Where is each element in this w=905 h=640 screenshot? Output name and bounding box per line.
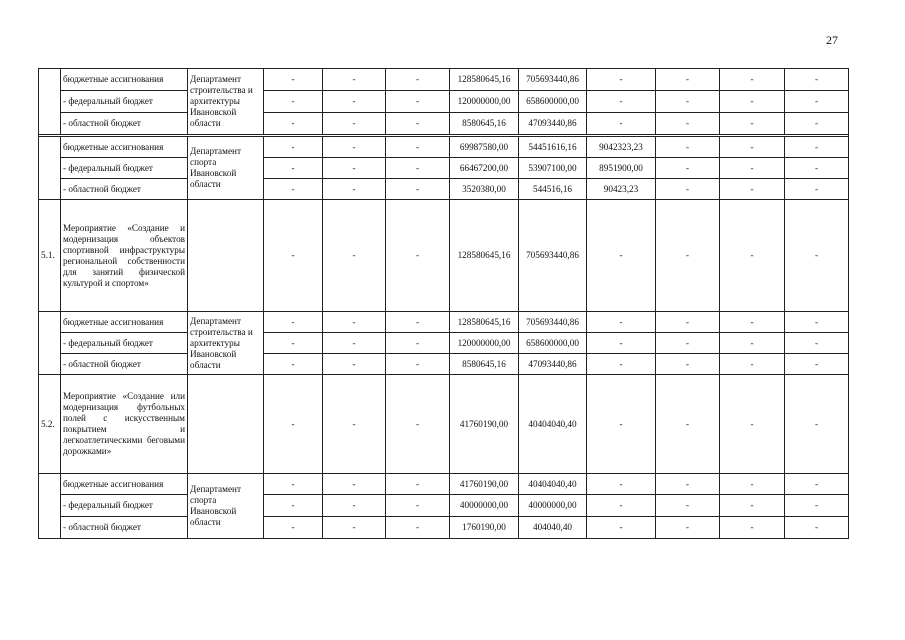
value-cell: - — [323, 333, 386, 354]
value-cell: 69987580,00 — [450, 137, 519, 158]
value-cell: 47093440,86 — [519, 113, 587, 135]
table-row — [39, 354, 849, 375]
value-cell: - — [264, 179, 323, 200]
value-cell: - — [323, 354, 386, 375]
value-cell: 120000000,00 — [450, 91, 519, 113]
value-cell: - — [785, 474, 849, 495]
value-cell: - — [785, 375, 849, 474]
value-cell: - — [264, 474, 323, 495]
value-cell: - — [785, 354, 849, 375]
page-number: 27 — [826, 33, 838, 47]
value-cell: - — [386, 474, 450, 495]
table-row — [39, 312, 849, 333]
row-label: - федеральный бюджет — [61, 91, 188, 113]
value-cell: - — [656, 354, 720, 375]
value-cell: - — [656, 158, 720, 179]
executor-cell — [188, 375, 264, 474]
value-cell: - — [323, 517, 386, 539]
value-cell: - — [720, 137, 785, 158]
value-cell: - — [264, 517, 323, 539]
row-label: - областной бюджет — [61, 113, 188, 135]
row-number-cell — [39, 69, 61, 135]
value-cell: 8951900,00 — [587, 158, 656, 179]
value-cell: - — [264, 495, 323, 517]
value-cell: 128580645,16 — [450, 69, 519, 91]
value-cell: - — [323, 113, 386, 135]
row-label: бюджетные ассигнования — [61, 69, 188, 91]
value-cell: - — [720, 158, 785, 179]
value-cell: - — [386, 333, 450, 354]
value-cell: - — [785, 91, 849, 113]
value-cell: - — [264, 137, 323, 158]
table-row — [39, 200, 849, 312]
value-cell: - — [785, 333, 849, 354]
value-cell: - — [587, 474, 656, 495]
value-cell: - — [785, 179, 849, 200]
value-cell: 120000000,00 — [450, 333, 519, 354]
value-cell: 658600000,00 — [519, 91, 587, 113]
value-cell: - — [656, 495, 720, 517]
value-cell: - — [587, 517, 656, 539]
row-label: - областной бюджет — [61, 179, 188, 200]
value-cell: - — [587, 354, 656, 375]
value-cell: - — [264, 312, 323, 333]
budget-table — [38, 68, 849, 539]
value-cell: 705693440,86 — [519, 200, 587, 312]
value-cell: - — [323, 200, 386, 312]
value-cell: - — [720, 517, 785, 539]
value-cell: - — [720, 69, 785, 91]
value-cell: - — [264, 375, 323, 474]
value-cell: 544516,16 — [519, 179, 587, 200]
row-number-cell: 5.1. — [39, 200, 61, 312]
value-cell: - — [264, 113, 323, 135]
table-row — [39, 69, 849, 91]
value-cell: - — [323, 495, 386, 517]
executor-cell — [188, 200, 264, 312]
value-cell: - — [264, 354, 323, 375]
executor-cell: Департамент строительства и архитектуры Ивановской области — [188, 69, 264, 135]
value-cell: - — [656, 113, 720, 135]
value-cell: - — [386, 179, 450, 200]
value-cell: - — [656, 375, 720, 474]
value-cell: - — [656, 200, 720, 312]
value-cell: - — [323, 69, 386, 91]
row-label: - областной бюджет — [61, 354, 188, 375]
value-cell: - — [587, 333, 656, 354]
table-row — [39, 137, 849, 158]
value-cell: - — [720, 333, 785, 354]
value-cell: - — [323, 375, 386, 474]
value-cell: - — [323, 312, 386, 333]
row-label: - федеральный бюджет — [61, 333, 188, 354]
value-cell: - — [656, 91, 720, 113]
value-cell: - — [587, 375, 656, 474]
value-cell: 128580645,16 — [450, 312, 519, 333]
value-cell: - — [720, 113, 785, 135]
value-cell: - — [323, 179, 386, 200]
value-cell: - — [386, 137, 450, 158]
table-row — [39, 474, 849, 495]
value-cell: 404040,40 — [519, 517, 587, 539]
value-cell: - — [720, 200, 785, 312]
value-cell: - — [720, 375, 785, 474]
value-cell: 41760190,00 — [450, 375, 519, 474]
value-cell: - — [785, 517, 849, 539]
value-cell: - — [656, 517, 720, 539]
executor-cell: Департамент строительства и архитектуры Ивановской области — [188, 312, 264, 375]
value-cell: - — [785, 113, 849, 135]
value-cell: 40404040,40 — [519, 375, 587, 474]
value-cell: - — [656, 474, 720, 495]
value-cell: - — [720, 179, 785, 200]
value-cell: - — [386, 495, 450, 517]
value-cell: - — [264, 333, 323, 354]
value-cell: - — [587, 69, 656, 91]
value-cell: - — [386, 91, 450, 113]
value-cell: - — [656, 69, 720, 91]
value-cell: 40000000,00 — [519, 495, 587, 517]
activity-title: Мероприятие «Создание или модернизация футбольных полей с искусственным покрытием и легкоатлетическими беговыми дорожками» — [61, 375, 188, 474]
value-cell: 40404040,40 — [519, 474, 587, 495]
table-row — [39, 333, 849, 354]
value-cell: 8580645,16 — [450, 113, 519, 135]
value-cell: - — [386, 375, 450, 474]
row-number-cell — [39, 312, 61, 375]
value-cell: 90423,23 — [587, 179, 656, 200]
value-cell: - — [323, 137, 386, 158]
value-cell: 658600000,00 — [519, 333, 587, 354]
table-row — [39, 495, 849, 517]
value-cell: - — [323, 158, 386, 179]
value-cell: 9042323,23 — [587, 137, 656, 158]
executor-cell: Департамент спорта Ивановской области — [188, 474, 264, 539]
table-row — [39, 179, 849, 200]
row-label: бюджетные ассигнования — [61, 137, 188, 158]
value-cell: - — [720, 495, 785, 517]
row-number-cell — [39, 137, 61, 200]
value-cell: - — [386, 158, 450, 179]
value-cell: - — [720, 474, 785, 495]
value-cell: 1760190,00 — [450, 517, 519, 539]
row-number-cell: 5.2. — [39, 375, 61, 474]
value-cell: - — [386, 312, 450, 333]
value-cell: - — [587, 113, 656, 135]
value-cell: 40000000,00 — [450, 495, 519, 517]
executor-cell: Департамент спорта Ивановской области — [188, 137, 264, 200]
value-cell: - — [587, 495, 656, 517]
value-cell: - — [785, 69, 849, 91]
value-cell: 8580645,16 — [450, 354, 519, 375]
value-cell: - — [587, 200, 656, 312]
value-cell: - — [656, 137, 720, 158]
value-cell: - — [785, 200, 849, 312]
row-label: - федеральный бюджет — [61, 495, 188, 517]
value-cell: - — [264, 91, 323, 113]
value-cell: 705693440,86 — [519, 69, 587, 91]
row-label: бюджетные ассигнования — [61, 474, 188, 495]
value-cell: - — [386, 113, 450, 135]
value-cell: - — [386, 517, 450, 539]
table-row — [39, 375, 849, 474]
table-row — [39, 113, 849, 135]
value-cell: - — [386, 200, 450, 312]
value-cell: - — [656, 333, 720, 354]
value-cell: - — [785, 158, 849, 179]
table-row — [39, 158, 849, 179]
value-cell: - — [264, 69, 323, 91]
value-cell: - — [785, 312, 849, 333]
value-cell: - — [386, 354, 450, 375]
row-label: - областной бюджет — [61, 517, 188, 539]
value-cell: 128580645,16 — [450, 200, 519, 312]
row-label: - федеральный бюджет — [61, 158, 188, 179]
value-cell: - — [323, 91, 386, 113]
value-cell: - — [587, 312, 656, 333]
value-cell: 3520380,00 — [450, 179, 519, 200]
table-row — [39, 91, 849, 113]
value-cell: - — [386, 69, 450, 91]
table-row — [39, 517, 849, 539]
value-cell: - — [720, 354, 785, 375]
value-cell: - — [785, 495, 849, 517]
value-cell: 66467200,00 — [450, 158, 519, 179]
activity-title: Мероприятие «Создание и модернизация объектов спортивной инфраструктуры региональной собственности для занятий физической культурой и спортом» — [61, 200, 188, 312]
value-cell: 47093440,86 — [519, 354, 587, 375]
value-cell: - — [720, 312, 785, 333]
value-cell: 41760190,00 — [450, 474, 519, 495]
value-cell: 53907100,00 — [519, 158, 587, 179]
value-cell: 705693440,86 — [519, 312, 587, 333]
value-cell: - — [656, 312, 720, 333]
value-cell: - — [264, 158, 323, 179]
value-cell: - — [323, 474, 386, 495]
value-cell: - — [656, 179, 720, 200]
row-label: бюджетные ассигнования — [61, 312, 188, 333]
value-cell: 54451616,16 — [519, 137, 587, 158]
value-cell: - — [264, 200, 323, 312]
value-cell: - — [720, 91, 785, 113]
value-cell: - — [785, 137, 849, 158]
value-cell: - — [587, 91, 656, 113]
row-number-cell — [39, 474, 61, 539]
